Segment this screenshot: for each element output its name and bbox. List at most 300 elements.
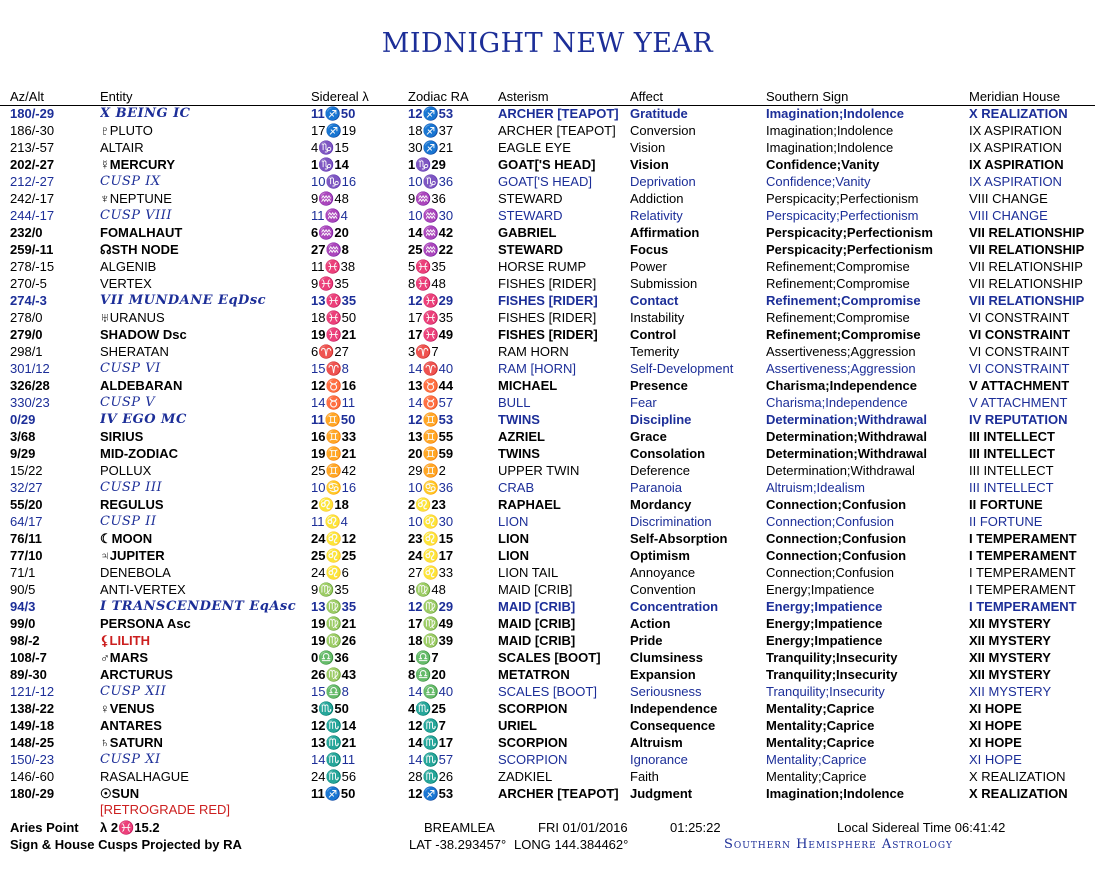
cell-entity: ☉SUN [100,786,140,801]
location-name: BREAMLEA [424,820,495,835]
cell-affect: Action [630,616,671,631]
cell-zodiac-ra: 2♌23 [408,497,446,512]
cell-meridian-house: X REALIZATION [969,786,1068,801]
cell-zodiac-ra: 23♌15 [408,531,454,546]
cell-sidereal: 11♊50 [311,412,356,427]
cell-zodiac-ra: 3♈7 [408,344,439,359]
cell-azalt: 279/0 [10,327,43,342]
cell-azalt: 98/-2 [10,633,40,648]
cell-meridian-house: VIII CHANGE [969,208,1048,223]
cell-southern-sign: Refinement;Compromise [766,276,910,291]
cell-southern-sign: Assertiveness;Aggression [766,361,916,376]
cell-affect: Instability [630,310,685,325]
cell-entity: SHERATAN [100,344,169,359]
cell-affect: Convention [630,582,696,597]
cell-azalt: 108/-7 [10,650,47,665]
cell-southern-sign: Determination;Withdrawal [766,412,927,427]
cell-azalt: 330/23 [10,395,50,410]
cell-asterism: MAID [CRIB] [498,599,576,614]
cell-asterism: MAID [CRIB] [498,616,576,631]
cell-meridian-house: IV REPUTATION [969,412,1068,427]
cell-entity: ♂MARS [100,650,149,665]
cell-asterism: METATRON [498,667,570,682]
table-row [0,445,1095,462]
cell-southern-sign: Imagination;Indolence [766,140,894,155]
cell-southern-sign: Mentality;Caprice [766,752,867,767]
cell-meridian-house: IX ASPIRATION [969,123,1062,138]
cell-zodiac-ra: 14♒42 [408,225,454,240]
table-row [0,139,1095,156]
retrograde-note: [RETROGRADE RED] [100,802,231,817]
cell-affect: Self-Absorption [630,531,728,546]
table-row [0,666,1095,683]
table-row [0,241,1095,258]
cell-zodiac-ra: 14♎40 [408,684,454,699]
cell-zodiac-ra: 12♊53 [408,412,454,427]
cell-sidereal: 26♍43 [311,667,357,682]
cell-affect: Consolation [630,446,706,461]
cell-meridian-house: I TEMPERAMENT [969,548,1077,563]
cell-meridian-house: VI CONSTRAINT [969,361,1070,376]
cell-meridian-house: I TEMPERAMENT [969,582,1076,597]
table-row [0,598,1095,615]
cell-meridian-house: I TEMPERAMENT [969,599,1077,614]
cell-meridian-house: XI HOPE [969,718,1022,733]
col-header-asterism: Asterism [498,89,549,104]
cell-zodiac-ra: 8♓48 [408,276,446,291]
cell-affect: Deference [630,463,690,478]
cell-entity: RASALHAGUE [100,769,189,784]
cell-azalt: 71/1 [10,565,36,580]
cell-sidereal: 11♌4 [311,514,348,529]
cell-azalt: 274/-3 [10,293,47,308]
cell-sidereal: 11♓38 [311,259,356,274]
table-row [0,292,1095,309]
cell-asterism: UPPER TWIN [498,463,580,478]
table-row [0,411,1095,428]
cell-entity: ♆NEPTUNE [100,191,172,206]
cell-azalt: 202/-27 [10,157,55,172]
cell-zodiac-ra: 8♎20 [408,667,446,682]
cell-asterism: SCORPION [498,701,568,716]
cell-affect: Affirmation [630,225,700,240]
table-row [0,768,1095,785]
cell-zodiac-ra: 18♍39 [408,633,454,648]
cell-meridian-house: II FORTUNE [969,514,1043,529]
cell-entity: REGULUS [100,497,164,512]
cell-azalt: 9/29 [10,446,36,461]
cell-azalt: 301/12 [10,361,50,376]
cell-meridian-house: I TEMPERAMENT [969,531,1077,546]
col-header-entity: Entity [100,89,133,104]
cell-southern-sign: Connection;Confusion [766,497,907,512]
cell-azalt: 242/-17 [10,191,55,206]
cell-southern-sign: Perspicacity;Perfectionism [766,208,919,223]
cell-sidereal: 13♍35 [311,599,357,614]
cell-affect: Paranoia [630,480,683,495]
cell-azalt: 212/-27 [10,174,55,189]
cell-azalt: 55/20 [10,497,43,512]
local-sidereal-time: Local Sidereal Time 06:41:42 [837,820,1006,835]
cell-asterism: LION [498,514,529,529]
cell-southern-sign: Confidence;Vanity [766,157,880,172]
table-row [0,734,1095,751]
table-row [0,547,1095,564]
aries-point-label: Aries Point [10,820,79,835]
cell-zodiac-ra: 10♌30 [408,514,454,529]
col-header-zodiac-ra: Zodiac RA [408,89,469,104]
table-row [0,394,1095,411]
table-row [0,785,1095,802]
cell-southern-sign: Connection;Confusion [766,531,907,546]
cell-southern-sign: Mentality;Caprice [766,769,867,784]
cell-sidereal: 9♒48 [311,191,349,206]
cell-zodiac-ra: 25♒22 [408,242,454,257]
cell-entity: CUSP II [100,514,157,529]
cell-zodiac-ra: 12♐53 [408,106,454,121]
cell-entity: ALDEBARAN [100,378,183,393]
cell-zodiac-ra: 12♓29 [408,293,454,308]
brand-signature: Southern Hemisphere Astrology [724,837,953,852]
cell-affect: Pride [630,633,663,648]
cell-zodiac-ra: 10♑36 [408,174,454,189]
cell-affect: Self-Development [630,361,734,376]
cell-azalt: 278/-15 [10,259,55,274]
cell-meridian-house: XII MYSTERY [969,616,1051,631]
cell-entity: POLLUX [100,463,152,478]
cell-sidereal: 19♍21 [311,616,357,631]
cell-entity: CUSP XI [100,752,161,767]
cell-meridian-house: XII MYSTERY [969,650,1051,665]
cell-entity: ALGENIB [100,259,157,274]
cell-entity: FOMALHAUT [100,225,183,240]
cell-southern-sign: Altruism;Idealism [766,480,865,495]
cell-southern-sign: Connection;Confusion [766,565,894,580]
table-row [0,360,1095,377]
table-row [0,207,1095,224]
cell-meridian-house: X REALIZATION [969,106,1068,121]
cell-entity: PERSONA Asc [100,616,191,631]
cell-zodiac-ra: 14♈40 [408,361,454,376]
cell-southern-sign: Connection;Confusion [766,514,894,529]
cell-southern-sign: Energy;Impatience [766,616,883,631]
cell-sidereal: 16♊33 [311,429,357,444]
cell-zodiac-ra: 28♏26 [408,769,454,784]
cell-southern-sign: Connection;Confusion [766,548,907,563]
cell-asterism: ARCHER [TEAPOT] [498,106,619,121]
cell-zodiac-ra: 4♏25 [408,701,446,716]
cell-zodiac-ra: 17♓35 [408,310,454,325]
cell-affect: Independence [630,701,718,716]
cell-asterism: MAID [CRIB] [498,633,576,648]
cell-affect: Vision [630,140,666,155]
col-header-azalt: Az/Alt [10,89,44,104]
cell-meridian-house: II FORTUNE [969,497,1043,512]
cell-sidereal: 15♎8 [311,684,349,699]
cell-asterism: URIEL [498,718,537,733]
cell-zodiac-ra: 12♏7 [408,718,446,733]
cell-sidereal: 6♈27 [311,344,349,359]
page-title: MIDNIGHT NEW YEAR [381,28,714,59]
cell-affect: Power [630,259,667,274]
cell-affect: Presence [630,378,688,393]
cell-affect: Judgment [630,786,693,801]
cell-sidereal: 11♒4 [311,208,348,223]
cell-meridian-house: VIII CHANGE [969,191,1048,206]
cell-affect: Ignorance [630,752,688,767]
cell-affect: Contact [630,293,679,308]
cell-southern-sign: Tranquility;Insecurity [766,684,885,699]
table-row [0,309,1095,326]
table-row [0,581,1095,598]
cell-zodiac-ra: 14♏17 [408,735,454,750]
cell-asterism: ARCHER [TEAPOT] [498,123,616,138]
table-row [0,564,1095,581]
cell-entity: ☿MERCURY [100,157,175,172]
cell-meridian-house: XI HOPE [969,701,1022,716]
cell-asterism: EAGLE EYE [498,140,571,155]
cell-meridian-house: III INTELLECT [969,463,1054,478]
cell-azalt: 278/0 [10,310,43,325]
cell-azalt: 121/-12 [10,684,55,699]
cell-meridian-house: XII MYSTERY [969,633,1051,648]
cell-meridian-house: IX ASPIRATION [969,140,1062,155]
cell-meridian-house: X REALIZATION [969,769,1066,784]
cell-azalt: 326/28 [10,378,50,393]
cell-southern-sign: Perspicacity;Perfectionism [766,225,933,240]
table-row [0,700,1095,717]
table-row [0,343,1095,360]
cell-meridian-house: V ATTACHMENT [969,395,1068,410]
col-header-southern-sign: Southern Sign [766,89,849,104]
cell-entity: CUSP IX [100,174,161,189]
col-header-sidereal: Sidereal λ [311,89,369,104]
table-row [0,190,1095,207]
cell-southern-sign: Determination;Withdrawal [766,446,927,461]
cell-sidereal: 25♌25 [311,548,357,563]
cell-southern-sign: Energy;Impatience [766,633,883,648]
cell-entity: ♀VENUS [100,701,155,716]
cell-asterism: FISHES [RIDER] [498,293,598,308]
cell-affect: Grace [630,429,667,444]
cell-affect: Deprivation [630,174,696,189]
cell-asterism: BULL [498,395,531,410]
cell-asterism: ZADKIEL [498,769,553,784]
cell-azalt: 76/11 [10,531,42,546]
cell-entity: ALTAIR [100,140,144,155]
table-row [0,632,1095,649]
cell-zodiac-ra: 24♌17 [408,548,454,563]
cell-affect: Annoyance [630,565,696,580]
cell-meridian-house: XI HOPE [969,752,1022,767]
cell-asterism: GOAT['S HEAD] [498,157,596,172]
table-row [0,717,1095,734]
cell-entity: VII MUNDANE EqDsc [100,293,267,308]
cell-affect: Conversion [630,123,696,138]
cell-entity: X BEING IC [100,106,191,121]
cell-sidereal: 19♊21 [311,446,357,461]
table-row [0,326,1095,343]
cell-affect: Optimism [630,548,690,563]
cell-southern-sign: Refinement;Compromise [766,259,910,274]
cell-zodiac-ra: 14♉57 [408,395,454,410]
cell-sidereal: 24♌6 [311,565,349,580]
cell-azalt: 138/-22 [10,701,55,716]
cell-southern-sign: Imagination;Indolence [766,106,904,121]
cell-sidereal: 13♓35 [311,293,357,308]
cell-asterism: GABRIEL [498,225,557,240]
cell-azalt: 90/5 [10,582,36,597]
latitude-value: LAT -38.293457° [409,837,507,852]
cell-entity: VERTEX [100,276,152,291]
cell-asterism: RAM [HORN] [498,361,576,376]
cell-affect: Altruism [630,735,683,750]
ephemeris-table [0,105,1095,802]
cell-entity: ♇PLUTO [100,123,153,138]
cell-southern-sign: Mentality;Caprice [766,718,875,733]
cell-meridian-house: VII RELATIONSHIP [969,259,1083,274]
cell-meridian-house: VII RELATIONSHIP [969,225,1085,240]
cell-azalt: 150/-23 [10,752,55,767]
cell-southern-sign: Assertiveness;Aggression [766,344,916,359]
cell-affect: Focus [630,242,669,257]
cell-azalt: 99/0 [10,616,36,631]
cell-southern-sign: Refinement;Compromise [766,327,921,342]
table-row [0,105,1095,122]
cell-azalt: 259/-11 [10,242,54,257]
cell-entity: CUSP XII [100,684,167,699]
cell-sidereal: 1♑14 [311,157,349,172]
cell-affect: Addiction [630,191,684,206]
cell-sidereal: 12♉16 [311,378,357,393]
cell-meridian-house: XII MYSTERY [969,684,1052,699]
cell-asterism: HORSE RUMP [498,259,587,274]
cell-southern-sign: Refinement;Compromise [766,293,921,308]
cell-sidereal: 4♑15 [311,140,349,155]
cell-zodiac-ra: 1♎7 [408,650,439,665]
cell-sidereal: 25♊42 [311,463,357,478]
table-row [0,275,1095,292]
cell-azalt: 0/29 [10,412,36,427]
cell-sidereal: 10♑16 [311,174,357,189]
cell-zodiac-ra: 17♍49 [408,616,454,631]
cell-entity: I TRANSCENDENT EqAsc [100,599,297,614]
cell-zodiac-ra: 27♌33 [408,565,454,580]
cell-sidereal: 18♓50 [311,310,357,325]
cell-asterism: CRAB [498,480,535,495]
cell-southern-sign: Imagination;Indolence [766,123,894,138]
table-row [0,122,1095,139]
cell-southern-sign: Refinement;Compromise [766,310,910,325]
cell-sidereal: 11♐50 [311,786,356,801]
cell-zodiac-ra: 10♋36 [408,480,454,495]
cell-azalt: 77/10 [10,548,43,563]
cell-affect: Fear [630,395,657,410]
cell-sidereal: 12♏14 [311,718,357,733]
cell-meridian-house: IX ASPIRATION [969,174,1062,189]
cell-asterism: FISHES [RIDER] [498,276,597,291]
cell-sidereal: 9♍35 [311,582,349,597]
cell-sidereal: 17♐19 [311,123,357,138]
cell-asterism: LION TAIL [498,565,559,580]
cell-zodiac-ra: 9♒36 [408,191,446,206]
cell-sidereal: 6♒20 [311,225,349,240]
cell-southern-sign: Determination;Withdrawal [766,429,927,444]
cell-entity: CUSP V [100,395,156,410]
cell-southern-sign: Energy;Impatience [766,582,875,597]
cell-asterism: LION [498,531,530,546]
cell-southern-sign: Mentality;Caprice [766,735,875,750]
cell-asterism: STEWARD [498,191,563,206]
cell-azalt: 232/0 [10,225,43,240]
cell-sidereal: 19♓21 [311,327,357,342]
cell-southern-sign: Energy;Impatience [766,599,883,614]
col-header-meridian-house: Meridian House [969,89,1061,104]
cell-azalt: 146/-60 [10,769,55,784]
cell-zodiac-ra: 5♓35 [408,259,446,274]
projection-note: Sign & House Cusps Projected by RA [10,837,242,852]
cell-entity: SIRIUS [100,429,144,444]
cell-meridian-house: VII RELATIONSHIP [969,293,1085,308]
table-row [0,615,1095,632]
cell-sidereal: 2♌18 [311,497,349,512]
table-row [0,224,1095,241]
cell-meridian-house: VI CONSTRAINT [969,327,1071,342]
cell-southern-sign: Charisma;Independence [766,395,908,410]
cell-entity: MID-ZODIAC [100,446,178,461]
cell-sidereal: 24♏56 [311,769,357,784]
date-value: FRI 01/01/2016 [538,820,628,835]
cell-southern-sign: Mentality;Caprice [766,701,875,716]
cell-azalt: 213/-57 [10,140,55,155]
table-row [0,428,1095,445]
table-row [0,173,1095,190]
cell-asterism: SCALES [BOOT] [498,650,601,665]
cell-meridian-house: V ATTACHMENT [969,378,1070,393]
cell-zodiac-ra: 18♐37 [408,123,454,138]
cell-asterism: FISHES [RIDER] [498,310,597,325]
cell-meridian-house: IX ASPIRATION [969,157,1064,172]
cell-southern-sign: Tranquility;Insecurity [766,650,898,665]
cell-affect: Submission [630,276,698,291]
aries-point-value: λ 2♓15.2 [100,820,160,835]
cell-zodiac-ra: 13♊55 [408,429,454,444]
cell-azalt: 186/-30 [10,123,55,138]
cell-azalt: 64/17 [10,514,43,529]
cell-entity: ♄SATURN [100,735,163,750]
cell-zodiac-ra: 14♏57 [408,752,454,767]
cell-entity: ⚸LILITH [100,633,150,648]
cell-sidereal: 24♌12 [311,531,357,546]
cell-entity: ♃JUPITER [100,548,165,563]
cell-meridian-house: III INTELLECT [969,446,1055,461]
cell-affect: Clumsiness [630,650,703,665]
longitude-value: LONG 144.384462° [514,837,629,852]
cell-asterism: STEWARD [498,242,563,257]
cell-meridian-house: XII MYSTERY [969,667,1051,682]
cell-asterism: SCALES [BOOT] [498,684,597,699]
cell-azalt: 298/1 [10,344,43,359]
table-row [0,513,1095,530]
cell-azalt: 244/-17 [10,208,55,223]
cell-entity: DENEBOLA [100,565,171,580]
cell-affect: Temerity [630,344,680,359]
cell-affect: Faith [630,769,659,784]
cell-azalt: 32/27 [10,480,43,495]
cell-entity: ♅URANUS [100,310,165,325]
table-row [0,479,1095,496]
cell-asterism: AZRIEL [498,429,545,444]
